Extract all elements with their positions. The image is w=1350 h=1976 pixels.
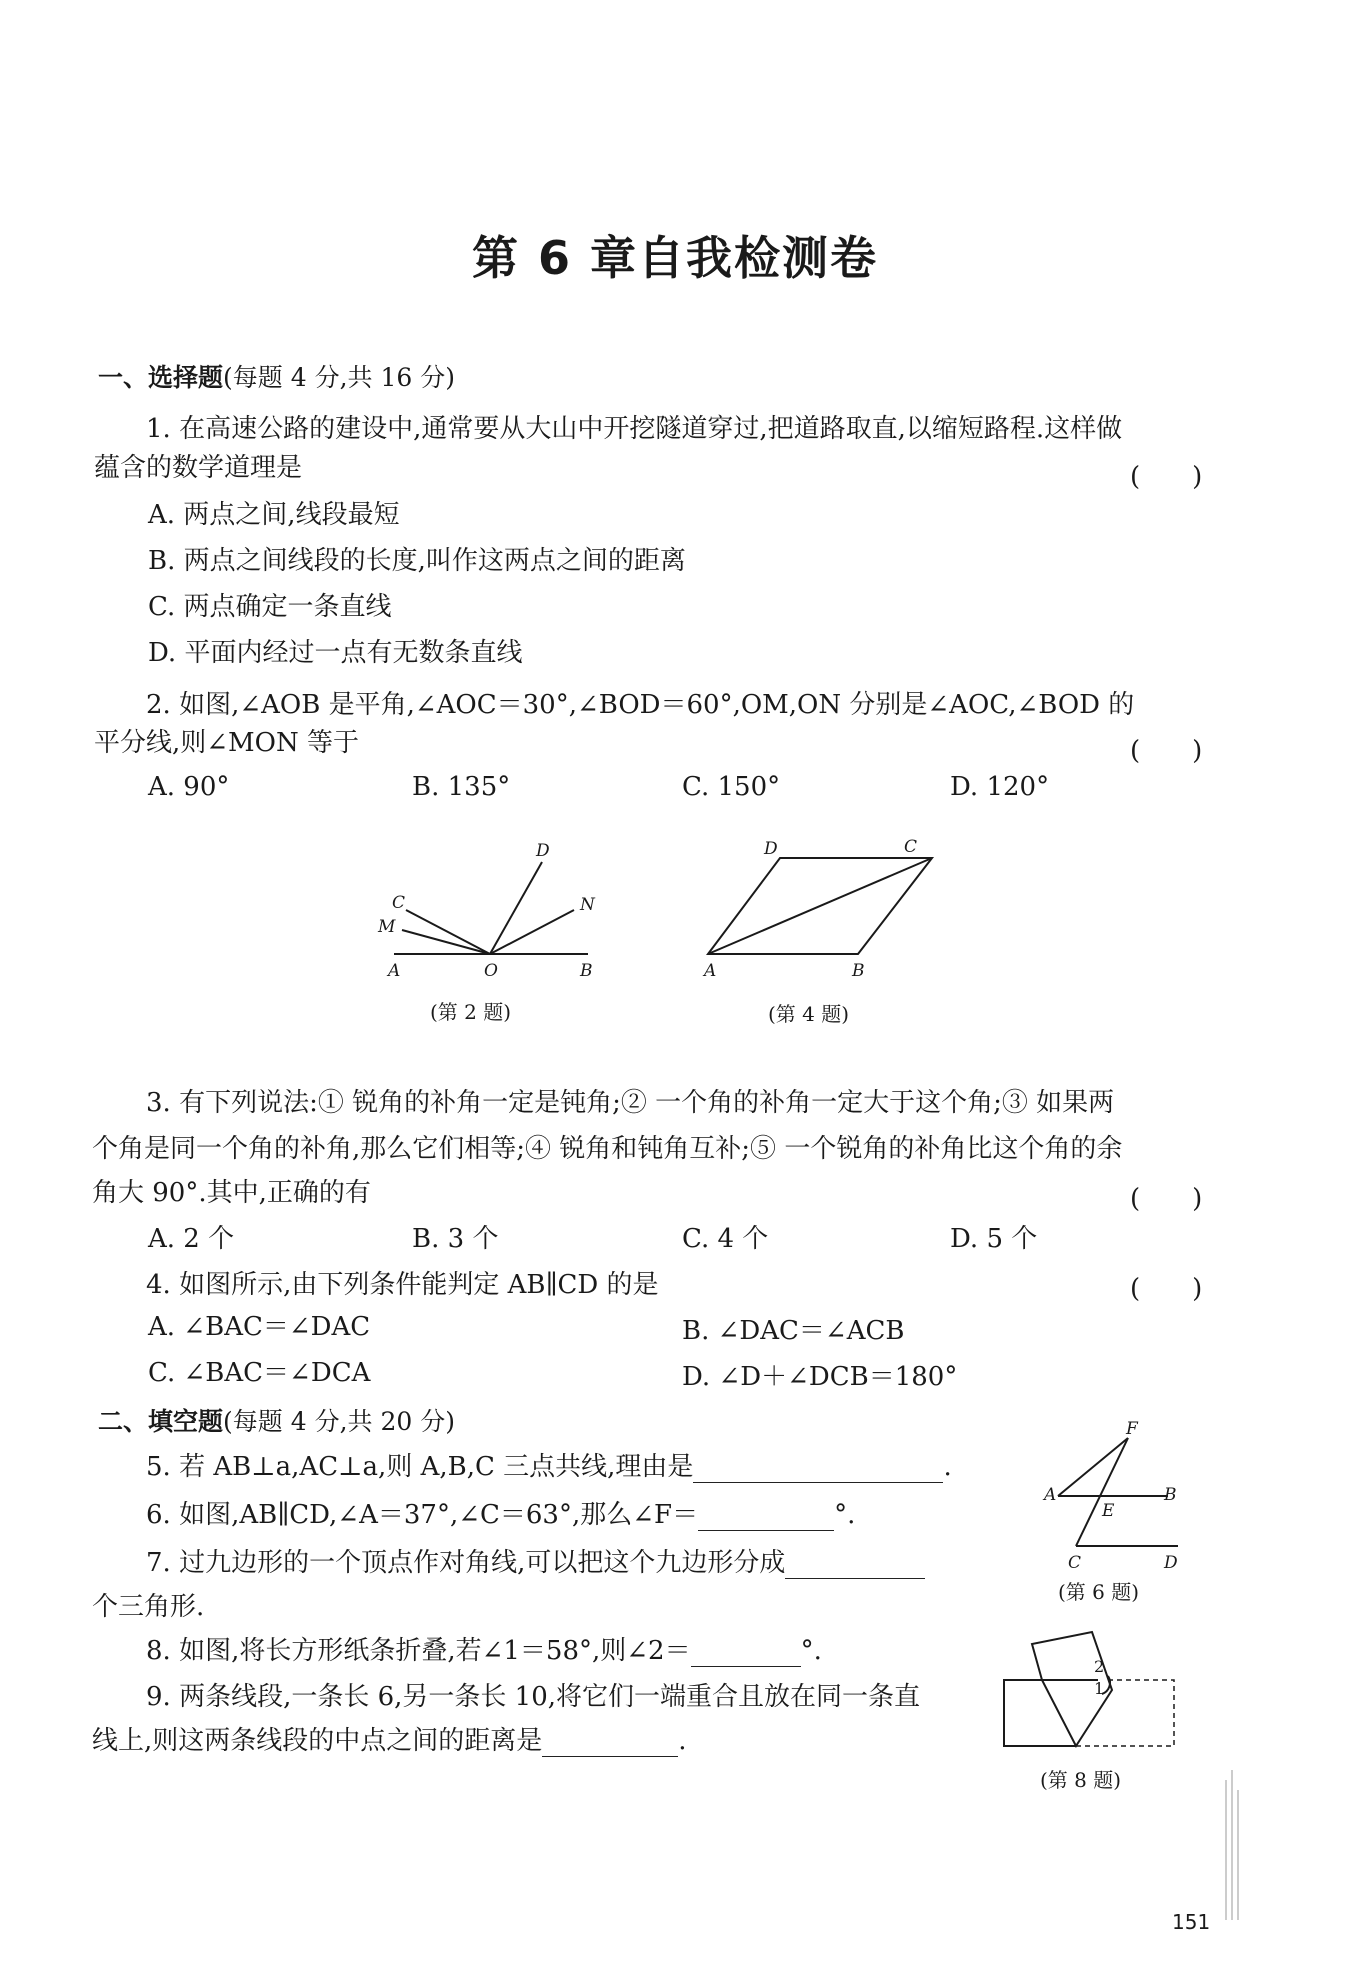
q5-end: .: [943, 1452, 952, 1482]
q4-option-a: A. ∠BAC＝∠DAC: [148, 1312, 371, 1342]
line-cf: [1076, 1438, 1128, 1546]
figure-q6-caption: (第 6 题): [1058, 1580, 1140, 1604]
figure-q4: [694, 836, 944, 986]
label-d: D: [536, 842, 550, 861]
q6-end: °.: [834, 1500, 856, 1530]
q9-line1: 9. 两条线段,一条长 6,另一条长 10,将它们一端重合且放在同一条直: [146, 1682, 921, 1712]
section-heading-choice: [98, 358, 455, 394]
label-d: D: [764, 839, 778, 859]
q1-option-c: C. 两点确定一条直线: [148, 592, 392, 622]
figure-q4-caption: (第 4 题): [768, 1002, 850, 1026]
q1-option-d: D. 平面内经过一点有无数条直线: [148, 638, 523, 668]
section-note: (每题 4 分,共 20 分): [223, 1407, 455, 1436]
q1-line1: 1. 在高速公路的建设中,通常要从大山中开挖隧道穿过,把道路取直,以缩短路程.这样做: [146, 414, 1123, 444]
section-title: 二、填空题: [98, 1407, 224, 1436]
q7-line1: [146, 1542, 925, 1579]
q4-option-b: B. ∠DAC＝∠ACB: [682, 1316, 905, 1346]
q8-line: [146, 1630, 822, 1667]
q7-line2: 个三角形.: [92, 1592, 205, 1622]
q3-option-c: C. 4 个: [682, 1224, 769, 1254]
q2-option-c: C. 150°: [682, 772, 781, 802]
page-edge-lines: [1222, 1770, 1242, 1930]
label-a: A: [388, 961, 401, 981]
q2-answer-paren: ( ): [1130, 736, 1203, 766]
figure-q8-caption: (第 8 题): [1040, 1768, 1122, 1792]
q4-option-d: D. ∠D＋∠DCB＝180°: [682, 1362, 958, 1392]
q1-line2: 蕴含的数学道理是: [94, 453, 303, 483]
label-d: D: [1164, 1553, 1178, 1570]
q7-answer-blank[interactable]: [785, 1552, 925, 1579]
ray-om: [402, 930, 490, 954]
q9-answer-blank[interactable]: [542, 1730, 678, 1757]
q9-text: 线上,则这两条线段的中点之间的距离是: [92, 1726, 543, 1756]
q5-text: 5. 若 AB⊥a,AC⊥a,则 A,B,C 三点共线,理由是: [146, 1452, 694, 1482]
q3-option-d: D. 5 个: [950, 1224, 1038, 1254]
q8-answer-blank[interactable]: [691, 1640, 801, 1667]
q3-option-b: B. 3 个: [412, 1224, 499, 1254]
figure-q8: [996, 1624, 1186, 1754]
q1-option-a: A. 两点之间,线段最短: [148, 500, 400, 530]
q1-answer-paren: ( ): [1130, 462, 1203, 492]
figure-q6: [1040, 1420, 1190, 1570]
label-f: F: [1126, 1420, 1138, 1439]
q4-answer-paren: ( ): [1130, 1274, 1203, 1304]
label-c: C: [904, 837, 918, 857]
strip-left-part: [1004, 1680, 1076, 1746]
page-title: 第 6 章自我检测卷: [471, 231, 879, 285]
figure-q2: [370, 842, 610, 982]
q3-option-a: A. 2 个: [148, 1224, 235, 1254]
q6-answer-blank[interactable]: [698, 1504, 834, 1531]
q8-text: 8. 如图,将长方形纸条折叠,若∠1＝58°,则∠2＝: [146, 1636, 691, 1666]
q7-text: 7. 过九边形的一个顶点作对角线,可以把这个九边形分成: [146, 1548, 786, 1578]
q2-line1: 2. 如图,∠AOB 是平角,∠AOC＝30°,∠BOD＝60°,OM,ON 分别是∠AOC,∠BOD 的: [146, 690, 1135, 720]
page-number: 151: [1172, 1910, 1211, 1934]
q2-option-d: D. 120°: [950, 772, 1050, 802]
q1-option-b: B. 两点之间线段的长度,叫作这两点之间的距离: [148, 546, 686, 576]
original-strip-dashed: [1076, 1680, 1174, 1746]
q4-line1: 4. 如图所示,由下列条件能判定 AB∥CD 的是: [146, 1270, 659, 1300]
q9-line2: [92, 1720, 687, 1757]
label-a: A: [1044, 1485, 1057, 1505]
label-b: B: [1164, 1485, 1177, 1505]
section-heading-fill: [98, 1402, 455, 1438]
diagonal-ac: [708, 858, 932, 954]
q5-answer-blank[interactable]: [693, 1456, 943, 1483]
ray-oc: [406, 910, 490, 954]
label-c: C: [392, 893, 406, 913]
q9-end: .: [678, 1726, 687, 1756]
label-angle-2: 2: [1094, 1657, 1105, 1676]
label-a: A: [704, 961, 717, 981]
q2-option-a: A. 90°: [148, 772, 230, 802]
q3-line1: 3. 有下列说法:① 锐角的补角一定是钝角;② 一个角的补角一定大于这个角;③ 如果两: [146, 1088, 1115, 1118]
q6-text: 6. 如图,AB∥CD,∠A＝37°,∠C＝63°,那么∠F＝: [146, 1500, 699, 1530]
line-af: [1058, 1438, 1128, 1496]
section-note: (每题 4 分,共 16 分): [223, 363, 455, 392]
label-o: O: [484, 961, 498, 981]
q6-line: [146, 1494, 855, 1531]
q2-line2: 平分线,则∠MON 等于: [94, 728, 360, 758]
figure-q2-caption: (第 2 题): [430, 1000, 512, 1024]
q5-line: [146, 1446, 952, 1483]
q8-end: °.: [800, 1636, 822, 1666]
label-m: M: [378, 917, 396, 937]
label-e: E: [1102, 1501, 1115, 1521]
q3-line2: 个角是同一个角的补角,那么它们相等;④ 锐角和钝角互补;⑤ 一个锐角的补角比这个角的余: [92, 1134, 1123, 1164]
label-angle-1: 1: [1094, 1679, 1105, 1698]
q3-line3: 角大 90°.其中,正确的有: [92, 1178, 371, 1208]
label-c: C: [1068, 1553, 1082, 1570]
label-n: N: [580, 895, 595, 915]
label-b: B: [580, 961, 593, 981]
label-b: B: [852, 961, 865, 981]
q4-option-c: C. ∠BAC＝∠DCA: [148, 1358, 371, 1388]
section-title: 一、选择题: [98, 363, 224, 392]
q2-option-b: B. 135°: [412, 772, 511, 802]
q3-answer-paren: ( ): [1130, 1184, 1203, 1214]
